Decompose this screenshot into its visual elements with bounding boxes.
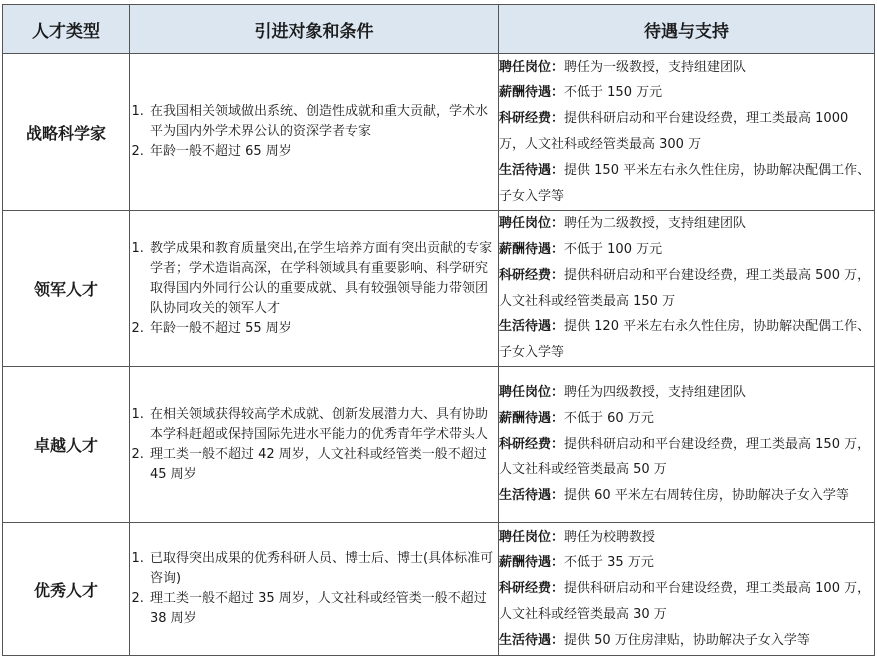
benefit-label: 聘任岗位：	[499, 216, 565, 232]
benefit-item	[499, 158, 874, 210]
benefit-text: 提供科研启动和平台建设经费，理工类最高 150 万，人文社科或经管类最高 50 万	[499, 436, 871, 478]
benefit-text: 提供 50 万住房津贴，协助解决子女入学等	[564, 632, 810, 648]
conditions-cell	[130, 367, 499, 523]
talent-type: 领军人才	[3, 211, 130, 367]
benefit-item	[499, 406, 874, 432]
benefit-text: 不低于 100 万元	[564, 241, 663, 257]
benefit-label: 聘任岗位：	[499, 59, 565, 75]
conditions-cell	[130, 54, 499, 211]
benefit-label: 薪酬待遇：	[499, 241, 565, 257]
benefits-cell	[499, 211, 875, 367]
header-type: 人才类型	[3, 5, 130, 54]
condition-item: 2. 理工类一般不超过 42 周岁，人文社科或经管类一般不超过 45 周岁	[148, 445, 498, 485]
benefit-text: 聘任为四级教授，支持组建团队	[564, 385, 747, 400]
benefit-item	[499, 106, 874, 158]
table-row	[3, 54, 875, 211]
benefit-label: 科研经费：	[499, 267, 565, 283]
benefit-item	[499, 550, 874, 576]
header-row	[3, 5, 875, 54]
benefit-item	[499, 237, 874, 263]
conditions-list	[130, 549, 498, 629]
benefit-text: 聘任为校聘教授	[564, 529, 656, 545]
benefit-text: 提供科研启动和平台建设经费，理工类最高 1000 万，人文社科或经管类最高 300 万	[499, 111, 849, 152]
benefit-text: 提供 120 平米左右永久性住房，协助解决配偶工作、子女入学等	[499, 319, 871, 361]
table-row	[3, 211, 875, 367]
table-row	[3, 367, 875, 523]
benefit-text: 不低于 60 万元	[564, 410, 654, 426]
benefit-item	[499, 483, 874, 509]
benefit-text: 提供科研启动和平台建设经费，理工类最高 100 万，人文社科或经管类最高 30 万	[499, 581, 871, 622]
conditions-list	[130, 239, 498, 339]
condition-item: 2. 年龄一般不超过 65 周岁	[148, 142, 498, 162]
benefit-label: 聘任岗位：	[499, 385, 565, 400]
benefit-text: 提供科研启动和平台建设经费，理工类最高 500 万，人文社科或经管类最高 150 万	[499, 267, 871, 309]
benefit-label: 科研经费：	[499, 111, 565, 127]
benefit-item	[499, 314, 874, 366]
benefit-item	[499, 80, 874, 106]
talent-table	[2, 4, 875, 656]
benefit-text: 不低于 150 万元	[564, 85, 663, 101]
benefit-text: 聘任为二级教授，支持组建团队	[564, 216, 747, 232]
benefit-label: 生活待遇：	[499, 632, 565, 648]
benefit-label: 薪酬待遇：	[499, 555, 565, 571]
benefit-text: 提供 60 平米左右周转住房，协助解决子女入学等	[564, 488, 849, 504]
benefit-item	[499, 432, 874, 484]
conditions-list	[130, 102, 498, 162]
benefit-item	[499, 380, 874, 406]
benefits-cell	[499, 523, 875, 656]
conditions-list	[130, 405, 498, 485]
condition-item: 2. 理工类一般不超过 35 周岁，人文社科或经管类一般不超过 38 周岁	[148, 589, 498, 629]
benefit-item	[499, 263, 874, 315]
benefit-item	[499, 55, 874, 81]
condition-item: 1. 已取得突出成果的优秀科研人员、博士后、博士(具体标准可咨询)	[148, 549, 498, 589]
conditions-cell	[130, 211, 499, 367]
benefit-text: 聘任为一级教授，支持组建团队	[564, 59, 747, 75]
header-conditions: 引进对象和条件	[130, 5, 499, 54]
benefit-text: 提供 150 平米左右永久性住房，协助解决配偶工作、子女入学等	[499, 162, 871, 204]
conditions-cell	[130, 523, 499, 656]
benefit-label: 薪酬待遇：	[499, 410, 565, 426]
condition-item: 1. 教学成果和教育质量突出,在学生培养方面有突出贡献的专家学者；学术造诣高深，在学科领域具有重要影响、科学研究取得国内外同行公认的重要成就、具有较强领导能力带领团队协同攻关的领军人才	[148, 239, 498, 319]
talent-type: 优秀人才	[3, 523, 130, 656]
benefit-label: 科研经费：	[499, 581, 565, 597]
benefit-label: 生活待遇：	[499, 488, 565, 504]
benefit-label: 生活待遇：	[499, 319, 565, 335]
benefit-item	[499, 525, 874, 551]
benefit-item	[499, 628, 874, 654]
condition-item: 1. 在相关领域获得较高学术成就、创新发展潜力大、具有协助本学科赶超或保持国际先进水平能力的优秀青年学术带头人	[148, 405, 498, 445]
talent-type: 战略科学家	[3, 54, 130, 211]
condition-item: 2. 年龄一般不超过 55 周岁	[148, 319, 498, 339]
condition-item: 1. 在我国相关领域做出系统、创造性成就和重大贡献，学术水平为国内外学术界公认的资深学者专家	[148, 102, 498, 142]
benefit-text: 不低于 35 万元	[564, 555, 654, 571]
benefit-item	[499, 576, 874, 628]
talent-type: 卓越人才	[3, 367, 130, 523]
header-benefits: 待遇与支持	[499, 5, 875, 54]
benefits-cell	[499, 367, 875, 523]
benefit-item	[499, 211, 874, 237]
benefits-cell	[499, 54, 875, 211]
benefit-label: 科研经费：	[499, 436, 565, 452]
benefit-label: 薪酬待遇：	[499, 85, 565, 101]
benefit-label: 生活待遇：	[499, 162, 565, 178]
benefit-label: 聘任岗位：	[499, 529, 565, 545]
table-row	[3, 523, 875, 656]
